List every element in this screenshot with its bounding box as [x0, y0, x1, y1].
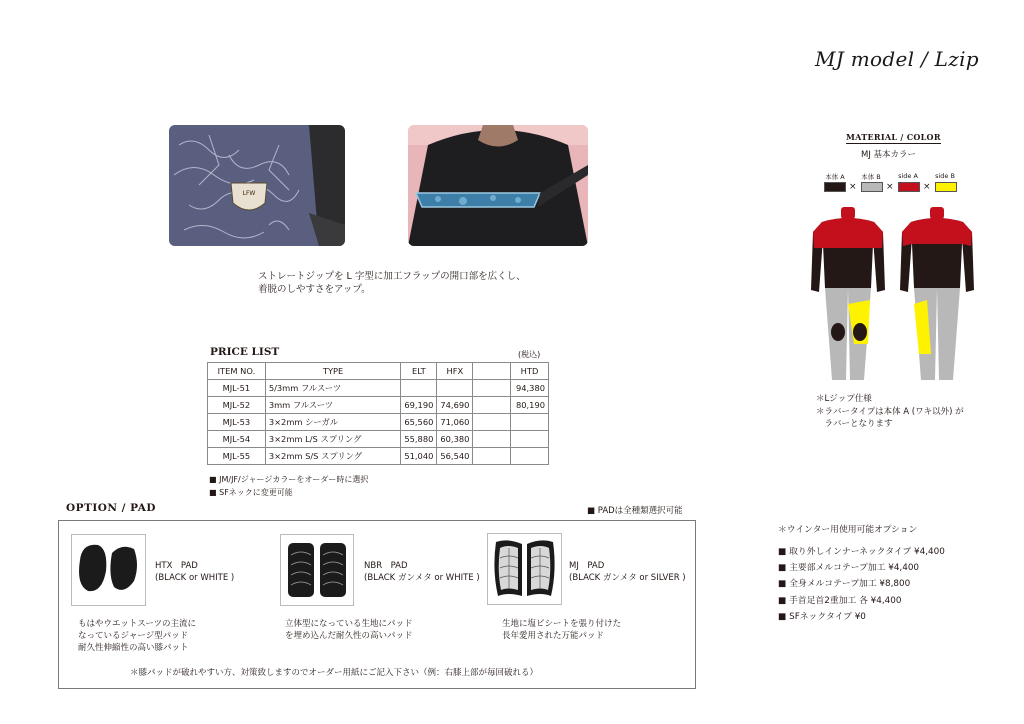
- option-pad-footer: ＊膝パッドが破れやすい方、対策致しますのでオーダー用紙にご記入下さい（例：右膝上部が毎回破れる）: [130, 668, 539, 678]
- pad-color: (BLACK or WHITE ): [155, 573, 235, 583]
- swatch-label: 本体 A: [825, 173, 845, 181]
- feature-line: 着脱のしやすさをアップ。: [258, 284, 371, 295]
- swatch-label: side A: [898, 172, 918, 180]
- column-header: ELT: [401, 363, 437, 380]
- swatch-side-a: [898, 182, 920, 192]
- times-sign: ×: [923, 182, 931, 192]
- price-list-title: PRICE LIST: [210, 346, 280, 358]
- product-photo-left: [169, 125, 345, 246]
- table-row: [208, 380, 549, 397]
- pad-desc-line: 長年愛用された万能パッド: [502, 631, 605, 641]
- price-elt: 65,560: [401, 414, 437, 431]
- nbr-pad-image: [280, 534, 354, 606]
- pad-name: MJ PAD: [569, 561, 605, 571]
- pad-color: (BLACK ガンメタ or WHITE ): [364, 573, 480, 583]
- price-hfx: 60,380: [437, 431, 473, 448]
- price-elt: 55,880: [401, 431, 437, 448]
- price-blank: [473, 431, 511, 448]
- price-hfx: 74,690: [437, 397, 473, 414]
- item-type: 3×2mm シーガル: [265, 414, 401, 431]
- pad-desc-line: を埋め込んだ耐久性の高いパッド: [285, 631, 413, 641]
- times-sign: ×: [849, 182, 857, 192]
- item-type: 3×2mm L/S スプリング: [265, 431, 401, 448]
- price-hfx: 71,060: [437, 414, 473, 431]
- column-header: HFX: [437, 363, 473, 380]
- pad-selection-note: ■ PADは全種類選択可能: [587, 504, 683, 516]
- mj-pad-label: [569, 560, 686, 584]
- price-blank: [473, 448, 511, 465]
- nbr-pad-label: [364, 560, 480, 584]
- item-no: MJL-52: [208, 397, 266, 414]
- pad-color: (BLACK ガンメタ or SILVER ): [569, 573, 686, 583]
- htx-pad-label: [155, 560, 234, 584]
- feature-description: [258, 270, 526, 296]
- price-htd: 80,190: [511, 397, 549, 414]
- tax-note: (税込): [518, 350, 541, 359]
- nbr-pad-description: [285, 618, 413, 642]
- column-header: ITEM NO.: [208, 363, 266, 380]
- winter-option-item: ■ 主要部メルコテープ加工 ¥4,400: [778, 560, 945, 576]
- htx-pad-icon: [72, 535, 145, 605]
- product-photo-right: [408, 125, 588, 246]
- swatch-side-b: [935, 182, 957, 192]
- item-no: MJL-54: [208, 431, 266, 448]
- price-htd: [511, 448, 549, 465]
- price-notes: [209, 473, 368, 499]
- item-type: 3mm フルスーツ: [265, 397, 401, 414]
- pad-desc-line: 生地に塩ビシートを張り付けた: [502, 619, 622, 629]
- item-type: 5/3mm フルスーツ: [265, 380, 401, 397]
- suit-notes: [816, 393, 964, 431]
- htx-pad-description: [78, 618, 196, 654]
- feature-line: ストレートジップを L 字型に加工フラップの開口部を広くし、: [258, 271, 526, 282]
- pad-desc-line: もはやウエットスーツの主流に: [78, 619, 196, 629]
- price-blank: [473, 380, 511, 397]
- column-header: TYPE: [265, 363, 401, 380]
- winter-options-list: [778, 544, 945, 625]
- price-htd: [511, 431, 549, 448]
- suit-note: ラバーとなります: [816, 419, 893, 429]
- pad-desc-line: 耐久性伸縮性の高い膝パット: [78, 643, 189, 653]
- table-header-row: [208, 363, 549, 380]
- winter-option-item: ■ 全身メルコテープ加工 ¥8,800: [778, 576, 945, 592]
- table-row: [208, 431, 549, 448]
- price-elt: 51,040: [401, 448, 437, 465]
- winter-option-item: ■ 手首足首2重加工 各 ¥4,400: [778, 593, 945, 609]
- price-elt: [401, 380, 437, 397]
- option-pad-title: OPTION / PAD: [66, 502, 157, 514]
- winter-option-item: ■ 取り外しインナーネックタイプ ¥4,400: [778, 544, 945, 560]
- price-hfx: 56,540: [437, 448, 473, 465]
- swatch-label: side B: [935, 172, 955, 180]
- column-header: HTD: [511, 363, 549, 380]
- pad-desc-line: なっているジャージ型パッド: [78, 631, 189, 641]
- pad-name: NBR PAD: [364, 561, 408, 571]
- price-table: [207, 362, 549, 465]
- svg-text:LFW: LFW: [242, 190, 256, 197]
- nbr-pad-icon: [281, 535, 353, 605]
- htx-pad-image: [71, 534, 146, 606]
- mj-pad-description: [502, 618, 621, 642]
- swatch-label: 本体 B: [861, 173, 881, 181]
- price-note: ■ SFネックに変更可能: [209, 486, 368, 499]
- table-row: [208, 397, 549, 414]
- item-no: MJL-53: [208, 414, 266, 431]
- swatch-body-b: [861, 182, 883, 192]
- price-htd: [511, 414, 549, 431]
- winter-option-item: ■ SFネックタイプ ¥0: [778, 609, 945, 625]
- price-elt: 69,190: [401, 397, 437, 414]
- suit-note: ＊Lジップ仕様: [816, 394, 872, 404]
- column-header: [473, 363, 511, 380]
- mj-pad-icon: [488, 534, 561, 604]
- option-pad-box: [58, 520, 696, 689]
- price-note: ■ JM/JF/ジャージカラーをオーダー時に選択: [209, 473, 368, 486]
- item-no: MJL-55: [208, 448, 266, 465]
- material-subtitle: MJ 基本カラー: [861, 150, 917, 160]
- winter-options-title: ＊ウインター用使用可能オプション: [778, 525, 918, 535]
- wetsuit-back-illustration: [897, 204, 977, 386]
- material-title: MATERIAL / COLOR: [846, 132, 941, 142]
- table-row: [208, 414, 549, 431]
- swatch-body-a: [824, 182, 846, 192]
- price-blank: [473, 397, 511, 414]
- pad-name: HTX PAD: [155, 561, 198, 571]
- table-row: [208, 448, 549, 465]
- pad-desc-line: 立体型になっている生地にパッド: [285, 619, 413, 629]
- page-title: MJ model / Lzip: [815, 47, 979, 71]
- wetsuit-front-illustration: [808, 204, 888, 386]
- price-htd: 94,380: [511, 380, 549, 397]
- mj-pad-image: [487, 533, 562, 605]
- item-type: 3×2mm S/S スプリング: [265, 448, 401, 465]
- price-hfx: [437, 380, 473, 397]
- times-sign: ×: [886, 182, 894, 192]
- price-blank: [473, 414, 511, 431]
- suit-note: ＊ラバータイプは本体 A (ワキ以外) が: [816, 406, 964, 417]
- item-no: MJL-51: [208, 380, 266, 397]
